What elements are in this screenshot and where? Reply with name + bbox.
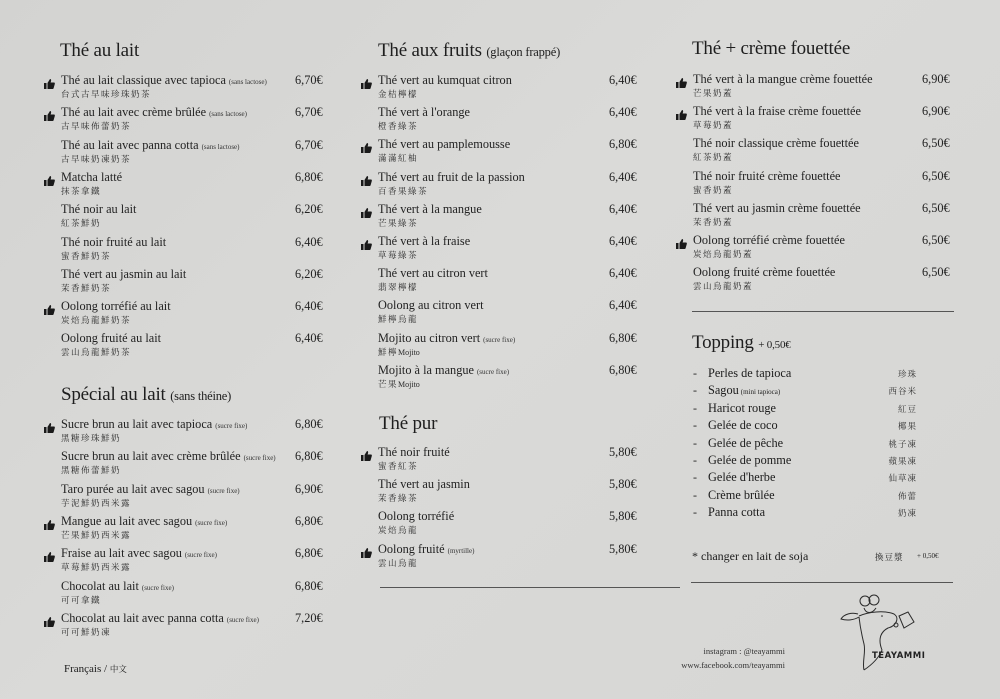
topping-name: Gelée de pêche xyxy=(708,435,784,450)
topping-name-zh: 蘋果凍 xyxy=(888,457,917,467)
menu-item-price: 6,90€ xyxy=(922,104,950,119)
menu-item-price: 6,40€ xyxy=(295,234,323,249)
menu-item-name: Thé vert au jasmin au lait xyxy=(61,266,187,281)
menu-item-name: Thé vert au pamplemousse xyxy=(378,137,511,152)
menu-item-name: Thé vert à la fraise crème fouettée xyxy=(693,104,861,119)
menu-item-name: Thé vert au kumquat citron xyxy=(378,73,512,87)
menu-item-name: Sucre brun au lait avec crème brûlée (sucre fixe) xyxy=(61,449,276,464)
thumbs-up-icon xyxy=(44,420,55,430)
menu-item-price: 6,50€ xyxy=(922,136,950,151)
menu-item-name-zh: 芒果鮮奶西米露 xyxy=(61,530,132,541)
topping-name: Gelée de pomme xyxy=(708,453,792,467)
dash: - xyxy=(693,366,697,380)
menu-item xyxy=(676,136,961,168)
topping-item xyxy=(676,488,961,505)
menu-item-name-zh: 百香果綠茶 xyxy=(378,186,429,197)
topping-name-zh: 仙草凍 xyxy=(888,474,917,485)
thumbs-up-icon xyxy=(44,108,55,118)
divider xyxy=(380,587,680,588)
menu-item-name-zh: 蜜香奶蓋 xyxy=(693,185,734,196)
menu-item-name-zh: 翡翠檸檬 xyxy=(378,283,419,294)
section-title-topping: Topping + 0,50€ xyxy=(692,332,791,353)
topping-item xyxy=(676,436,961,453)
topping-item xyxy=(676,505,961,522)
menu-item xyxy=(44,482,334,514)
dash: - xyxy=(693,383,697,398)
menu-item xyxy=(361,477,646,509)
language-switch[interactable] xyxy=(64,663,127,675)
menu-item xyxy=(44,546,334,578)
menu-item xyxy=(44,138,334,170)
menu-item-note: (myrtille) xyxy=(447,546,475,555)
menu-item-note: (sucre fixe) xyxy=(476,367,510,376)
thumbs-up-icon xyxy=(361,173,372,183)
thumbs-up-icon xyxy=(44,302,55,312)
brand-logo-text: TEAYAMMI xyxy=(872,651,926,661)
menu-item-name-zh: 雲山烏龍鮮奶茶 xyxy=(61,348,132,359)
menu-item-name: Oolong fruité crème fouettée xyxy=(693,265,836,280)
menu-item-price: 6,80€ xyxy=(295,449,323,464)
menu-item xyxy=(361,234,646,266)
soy-milk-option-price: + 0,50€ xyxy=(917,552,939,560)
menu-item-price: 6,80€ xyxy=(295,417,323,431)
menu-item-price: 6,40€ xyxy=(295,331,323,346)
topping-name: Gelée de coco xyxy=(708,418,778,433)
menu-item xyxy=(361,170,646,202)
menu-item xyxy=(361,331,646,363)
menu-item-price: 6,80€ xyxy=(609,362,637,377)
menu-item-name: Chocolat au lait (sucre fixe) xyxy=(61,578,174,593)
menu-item-price: 7,20€ xyxy=(295,610,323,625)
menu-item xyxy=(44,514,334,546)
menu-item xyxy=(44,73,334,105)
thumbs-up-icon xyxy=(361,448,372,458)
dash: - xyxy=(693,453,697,467)
menu-item-price: 5,80€ xyxy=(609,477,637,492)
menu-item-name: Chocolat au lait avec panna cotta (sucre fixe) xyxy=(61,610,259,625)
thumbs-up-icon xyxy=(361,545,372,555)
menu-item-name-zh: 可可鮮奶凍 xyxy=(61,627,112,638)
menu-item-price: 6,40€ xyxy=(295,299,323,314)
menu-item-price: 6,70€ xyxy=(295,137,323,152)
menu-item-price: 5,80€ xyxy=(609,509,637,524)
menu-item xyxy=(44,579,334,611)
menu-item-name: Thé noir classique crème fouettée xyxy=(693,136,859,151)
thumbs-up-icon xyxy=(361,237,372,247)
menu-item-name: Thé au lait avec crème brûlée (sans lactose) xyxy=(61,105,247,120)
menu-item xyxy=(44,267,334,299)
menu-item-price: 6,90€ xyxy=(922,72,950,86)
language-zh[interactable]: 中文 xyxy=(109,665,127,675)
dash: - xyxy=(693,487,697,502)
menu-item-note: (sans lactose) xyxy=(228,78,267,86)
menu-item xyxy=(676,233,961,265)
menu-item-name-zh: 抹茶拿鐵 xyxy=(61,186,102,197)
menu-item-name: Oolong fruité (myrtille) xyxy=(378,541,475,556)
menu-item-note: (sucre fixe) xyxy=(207,486,240,495)
menu-item-price: 6,50€ xyxy=(922,233,950,247)
menu-item-note: (sucre fixe) xyxy=(226,615,259,624)
menu-item xyxy=(361,105,646,137)
menu-item xyxy=(361,73,646,105)
menu-item-note: (sans lactose) xyxy=(209,110,247,119)
menu-item-note: (sucre fixe) xyxy=(215,422,248,430)
menu-item-name: Thé vert à l'orange xyxy=(378,105,471,120)
menu-item-name-zh: 可可拿鐵 xyxy=(61,595,102,606)
menu-item-name-zh: 芒果綠茶 xyxy=(378,218,419,229)
divider xyxy=(691,582,953,583)
menu-item-price: 6,50€ xyxy=(922,168,950,183)
menu-item-price: 6,80€ xyxy=(609,330,637,345)
topping-name-zh: 佈蕾 xyxy=(897,491,917,502)
soy-milk-option-zh: 換豆漿 xyxy=(875,553,904,563)
menu-item-name-zh: 鮮檸烏龍 xyxy=(378,315,419,326)
menu-item-name: Thé noir fruité crème fouettée xyxy=(693,168,841,183)
menu-item-name-zh: 草莓奶蓋 xyxy=(693,121,734,132)
topping-item xyxy=(676,383,961,400)
menu-item-name-zh: 雲山烏龍奶蓋 xyxy=(693,282,754,293)
menu-item xyxy=(44,170,334,202)
topping-item xyxy=(676,470,961,487)
menu-item-name-zh: 炭焙烏龍 xyxy=(378,526,419,537)
menu-item-price: 6,50€ xyxy=(922,200,950,215)
menu-item-name: Mangue au lait avec sagou (sucre fixe) xyxy=(61,513,228,528)
menu-item-name: Thé vert au fruit de la passion xyxy=(378,169,525,184)
menu-item-price: 6,20€ xyxy=(295,266,323,281)
menu-item-name-zh: 炭焙烏龍奶蓋 xyxy=(693,250,754,260)
menu-item xyxy=(361,202,646,234)
menu-item-price: 6,80€ xyxy=(609,137,637,152)
menu-item-price: 6,80€ xyxy=(295,546,323,561)
menu-item-name: Oolong torréfié xyxy=(378,509,455,524)
topping-name: Crème brûlée xyxy=(708,487,775,502)
menu-item xyxy=(361,137,646,169)
menu-item-name-zh: 茉香鮮奶茶 xyxy=(61,283,112,294)
menu-item xyxy=(44,202,334,234)
menu-item-name: Oolong torréfié crème fouettée xyxy=(693,233,845,247)
thumbs-up-icon xyxy=(44,173,55,183)
menu-item-name-zh: 橙香綠茶 xyxy=(378,122,419,133)
menu-item xyxy=(676,104,961,136)
menu-item xyxy=(44,611,334,643)
section-title-the-aux-fruits: Thé aux fruits (glaçon frappé) xyxy=(378,40,561,61)
menu-item-note: (sans lactose) xyxy=(201,142,240,151)
menu-item xyxy=(361,445,646,477)
menu-item xyxy=(44,331,334,363)
menu-item-name-zh: 紅茶奶蓋 xyxy=(693,153,734,164)
menu-item xyxy=(361,298,646,330)
menu-item-price: 6,20€ xyxy=(295,202,323,217)
menu-item-name-zh: 金桔檸檬 xyxy=(378,90,419,100)
menu-item-name: Thé vert à la fraise xyxy=(378,234,471,248)
menu-item xyxy=(361,363,646,395)
menu-item-price: 6,40€ xyxy=(609,266,637,281)
menu-item-name: Thé vert au jasmin crème fouettée xyxy=(693,200,861,215)
topping-item xyxy=(676,453,961,470)
menu-item-name-zh: 雲山烏龍 xyxy=(378,558,419,569)
menu-item-name: Thé noir au lait xyxy=(61,202,137,217)
thumbs-up-icon xyxy=(44,614,55,624)
menu-item-name: Matcha latté xyxy=(61,169,123,184)
thumbs-up-icon xyxy=(676,107,687,117)
menu-item-name: Mojito au citron vert (sucre fixe) xyxy=(378,330,516,345)
topping-item xyxy=(676,366,961,383)
topping-name-zh: 奶凍 xyxy=(897,509,917,520)
instagram-link[interactable]: instagram : @teayammi xyxy=(703,646,785,656)
divider xyxy=(692,311,954,312)
topping-name-zh: 椰果 xyxy=(897,422,917,433)
soy-milk-option: * changer en lait de soja xyxy=(692,549,809,563)
menu-item-price: 6,50€ xyxy=(922,265,950,280)
menu-item-name-zh: 茉香奶蓋 xyxy=(693,217,734,228)
menu-item-price: 6,70€ xyxy=(295,105,323,120)
menu-item-note: (sucre fixe) xyxy=(184,551,217,560)
menu-item-name-zh: 芋泥鮮奶西米露 xyxy=(61,498,132,509)
menu-item-name: Thé noir fruité au lait xyxy=(61,234,167,249)
topping-name-zh: 桃子凍 xyxy=(888,439,917,450)
menu-item-price: 6,70€ xyxy=(295,73,323,87)
menu-item-price: 6,90€ xyxy=(295,481,323,496)
thumbs-up-icon xyxy=(361,76,372,86)
topping-name: Sagou (mini tapioca) xyxy=(708,383,781,398)
menu-item-price: 6,40€ xyxy=(609,73,637,87)
menu-item-price: 6,40€ xyxy=(609,298,637,313)
section-title-the-creme: Thé + crème fouettée xyxy=(692,38,851,59)
menu-item-name: Oolong fruité au lait xyxy=(61,331,162,346)
menu-item-name-zh: 黑糖佈蕾鮮奶 xyxy=(61,466,122,477)
menu-item xyxy=(44,105,334,137)
menu-item-name: Thé vert au citron vert xyxy=(378,266,488,281)
menu-item-price: 5,80€ xyxy=(609,541,637,556)
menu-item xyxy=(676,169,961,201)
topping-name: Panna cotta xyxy=(708,505,766,520)
menu-item-name-zh: 草莓鮮奶西米露 xyxy=(61,563,132,574)
dash: - xyxy=(693,400,697,415)
menu-item xyxy=(44,417,334,449)
menu-item-name-zh: 蜜香紅茶 xyxy=(378,462,419,472)
menu-item-name-zh: 炭焙烏龍鮮奶茶 xyxy=(61,316,132,327)
menu-item-price: 6,40€ xyxy=(609,201,637,216)
menu-item xyxy=(44,299,334,331)
menu-item-note: (sucre fixe) xyxy=(195,518,228,527)
menu-item-name: Thé vert à la mangue crème fouettée xyxy=(693,72,873,86)
topping-name: Haricot rouge xyxy=(708,400,776,415)
topping-name-zh: 西谷米 xyxy=(888,387,917,398)
menu-item-name-zh: 紅茶鮮奶 xyxy=(61,219,102,230)
menu-item-note: (sucre fixe) xyxy=(243,454,276,463)
thumbs-up-icon xyxy=(44,517,55,527)
menu-item-name: Thé vert au jasmin xyxy=(378,477,470,492)
thumbs-up-icon xyxy=(44,549,55,559)
menu-item xyxy=(676,265,961,297)
menu-item-name-zh: 草莓綠茶 xyxy=(378,251,419,261)
menu-item-name: Mojito à la mangue (sucre fixe) xyxy=(378,362,510,377)
menu-item-price: 6,80€ xyxy=(295,578,323,593)
dash: - xyxy=(693,418,697,433)
section-title-the-au-lait: Thé au lait xyxy=(60,40,140,61)
menu-item xyxy=(361,542,646,574)
menu-item-price: 5,80€ xyxy=(609,445,637,459)
menu-item-price: 6,80€ xyxy=(295,169,323,184)
topping-name-zh: 紅豆 xyxy=(897,404,917,415)
topping-name: Perles de tapioca xyxy=(708,366,792,380)
menu-item-name-zh: 蜜香鮮奶茶 xyxy=(61,251,112,262)
menu-item xyxy=(676,72,961,104)
menu-item-name-zh: 芒果奶蓋 xyxy=(693,89,734,99)
menu-item-name-zh: 古早味奶凍奶茶 xyxy=(61,154,132,165)
menu-item-price: 6,80€ xyxy=(295,513,323,528)
menu-item-name-zh: 芒果Mojito xyxy=(378,379,420,390)
topping-item xyxy=(676,401,961,418)
menu-item-name: Thé noir fruité xyxy=(378,445,450,459)
thumbs-up-icon xyxy=(676,236,687,246)
topping-name-zh: 珍珠 xyxy=(897,370,917,380)
menu-item-name: Thé au lait classique avec tapioca (sans lactose) xyxy=(61,73,267,87)
menu-item-name: Oolong torréfié au lait xyxy=(61,299,171,314)
section-title-the-pur: Thé pur xyxy=(379,413,438,434)
topping-item xyxy=(676,418,961,435)
menu-item-price: 6,40€ xyxy=(609,105,637,120)
menu-item-name: Oolong au citron vert xyxy=(378,298,484,313)
menu-item-name-zh: 茉香綠茶 xyxy=(378,494,419,505)
section-title-special-au-lait: Spécial au lait (sans théine) xyxy=(61,384,232,405)
menu-item xyxy=(44,449,334,481)
thumbs-up-icon xyxy=(676,75,687,85)
facebook-link[interactable]: www.facebook.com/teayammi xyxy=(681,660,785,670)
dash: - xyxy=(693,470,697,485)
menu-item-price: 6,40€ xyxy=(609,234,637,248)
menu-item xyxy=(676,201,961,233)
menu-item xyxy=(44,235,334,267)
language-fr[interactable]: Français / xyxy=(64,663,108,675)
menu-item-name: Thé vert à la mangue xyxy=(378,201,482,216)
menu-item-note: (sucre fixe) xyxy=(483,335,516,344)
menu-item-name: Thé au lait avec panna cotta (sans lactose) xyxy=(61,137,240,152)
thumbs-up-icon xyxy=(44,76,55,86)
menu-item-name-zh: 台式古早味珍珠奶茶 xyxy=(61,90,152,100)
menu-item-price: 6,40€ xyxy=(609,169,637,184)
menu-item-name: Taro purée au lait avec sagou (sucre fixe) xyxy=(61,481,240,496)
menu-item-name-zh: 古早味佈蕾奶茶 xyxy=(61,122,132,133)
menu-item xyxy=(361,509,646,541)
menu-item-name-zh: 滿滿紅柚 xyxy=(378,154,419,165)
menu-item-name: Sucre brun au lait avec tapioca (sucre fixe) xyxy=(61,417,248,431)
menu-item xyxy=(361,266,646,298)
menu-item-name-zh: 鮮檸Mojito xyxy=(378,347,420,358)
thumbs-up-icon xyxy=(361,205,372,215)
menu-item-name-zh: 黑糖珍珠鮮奶 xyxy=(61,434,122,444)
dash: - xyxy=(693,435,697,450)
topping-name: Gelée d'herbe xyxy=(708,470,776,485)
thumbs-up-icon xyxy=(361,140,372,150)
menu-item-note: (sucre fixe) xyxy=(141,583,174,592)
menu-item-name: Fraise au lait avec sagou (sucre fixe) xyxy=(61,546,217,561)
dash: - xyxy=(693,505,697,520)
